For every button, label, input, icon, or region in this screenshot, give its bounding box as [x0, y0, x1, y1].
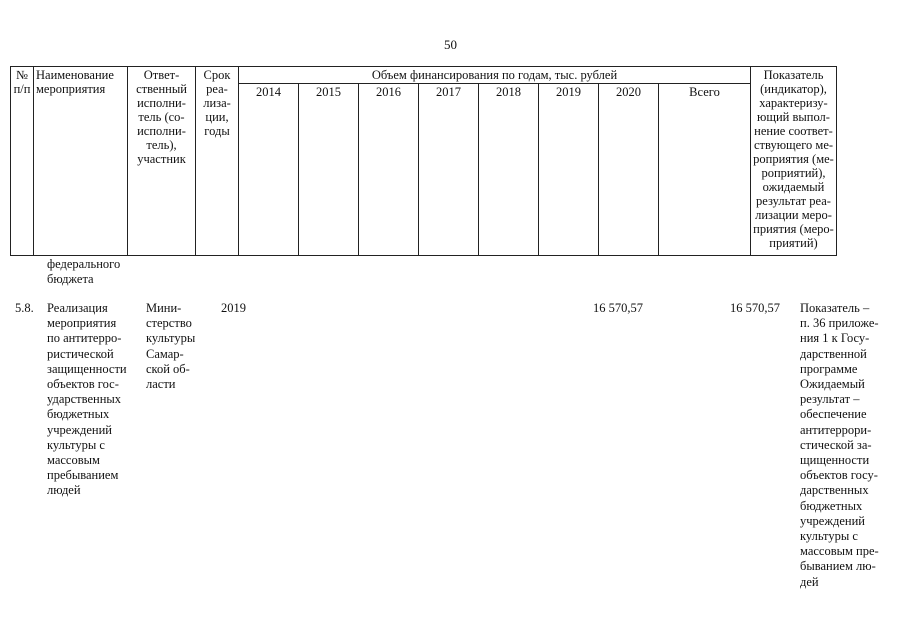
header-term: Срок реа- лиза- ции, годы [196, 67, 239, 256]
table-header [10, 66, 837, 256]
header-year-2019: 2019 [539, 84, 599, 256]
row-measure-name: Реализация мероприятия по антитерро- ристической защищенности объектов гос- ударственных бюджетных учреждений культуры с массовым пребыванием людей [47, 301, 127, 498]
header-year-2014: 2014 [239, 84, 299, 256]
row-term: 2019 [221, 301, 246, 315]
header-year-2016: 2016 [359, 84, 419, 256]
header-indicator: Показатель (индикатор), характеризу- ющий выпол- нение соответ- ствующего ме- роприятия (ме- роприятий), ожидаемый результат реа- лизации меро- приятия (меро- приятий) [751, 67, 837, 256]
carryover-text: федерального бюджета [47, 257, 121, 287]
header-funding-title: Объем финансирования по годам, тыс. рублей [239, 67, 751, 84]
row-total: 16 570,57 [730, 301, 780, 315]
page-number: 50 [444, 37, 457, 52]
row-value-2019: 16 570,57 [593, 301, 643, 315]
header-num: № п/п [11, 67, 34, 256]
header-year-2015: 2015 [299, 84, 359, 256]
header-year-2017: 2017 [419, 84, 479, 256]
header-year-2018: 2018 [479, 84, 539, 256]
header-year-2020: 2020 [599, 84, 659, 256]
row-indicator: Показатель – п. 36 приложе- ния 1 к Госу- дарственной программе Ожидаемый результат – обеспечение антитеррори- стической за- щищенности объектов госу- дарственных бюджетных учреждений культуры с массовым пре- быванием лю- дей [800, 301, 879, 589]
row-responsible: Мини- стерство культуры Самар- ской об- ласти [146, 301, 196, 392]
header-responsible: Ответ- ственный исполни- тель (со- исполни- тель), участник [128, 67, 196, 256]
header-name: Наименование мероприятия [34, 67, 128, 256]
header-total: Всего [659, 84, 751, 256]
row-number: 5.8. [15, 301, 34, 315]
